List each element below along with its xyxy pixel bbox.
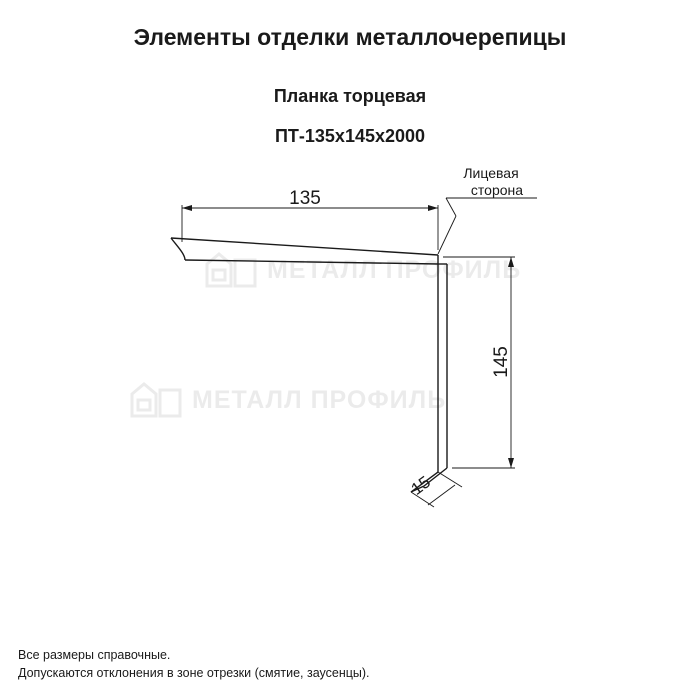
dimension-135 bbox=[182, 205, 438, 250]
front-side-leader bbox=[438, 198, 537, 254]
technical-drawing bbox=[0, 150, 700, 580]
profile-top-inner-edge bbox=[185, 260, 438, 264]
dimension-label-145: 145 bbox=[491, 346, 512, 378]
front-side-label-line1: Лицевая bbox=[463, 165, 519, 181]
watermark-text: МЕТАЛЛ ПРОФИЛЬ bbox=[267, 255, 522, 284]
leader-elbow bbox=[446, 198, 456, 216]
profile-top-edge bbox=[171, 238, 438, 255]
arrow-bottom bbox=[508, 458, 514, 468]
footnote-line-1: Все размеры справочные. bbox=[18, 648, 171, 662]
product-code: ПТ-135x145x2000 bbox=[274, 126, 426, 146]
dimension-label-135: 135 bbox=[289, 188, 321, 209]
dimension-label-15: 15 bbox=[407, 472, 435, 499]
watermark-text: МЕТАЛЛ ПРОФИЛЬ bbox=[192, 385, 447, 414]
page-title: Элементы отделки металлочерепицы bbox=[133, 24, 567, 50]
footnotes bbox=[18, 646, 370, 682]
arrow-left bbox=[182, 205, 192, 211]
front-side-label-line2: сторона bbox=[470, 182, 524, 198]
profile-drip-edge bbox=[171, 238, 185, 260]
arrow-right bbox=[428, 205, 438, 211]
profile-outline bbox=[171, 238, 447, 492]
ext-line-upper bbox=[438, 472, 462, 487]
footnote-line-2: Допускаются отклонения в зоне отрезки (смятие, заусенцы). bbox=[18, 666, 370, 680]
leader-line bbox=[438, 216, 456, 254]
product-name: Планка торцевая bbox=[273, 86, 427, 106]
arrow-top bbox=[508, 257, 514, 267]
